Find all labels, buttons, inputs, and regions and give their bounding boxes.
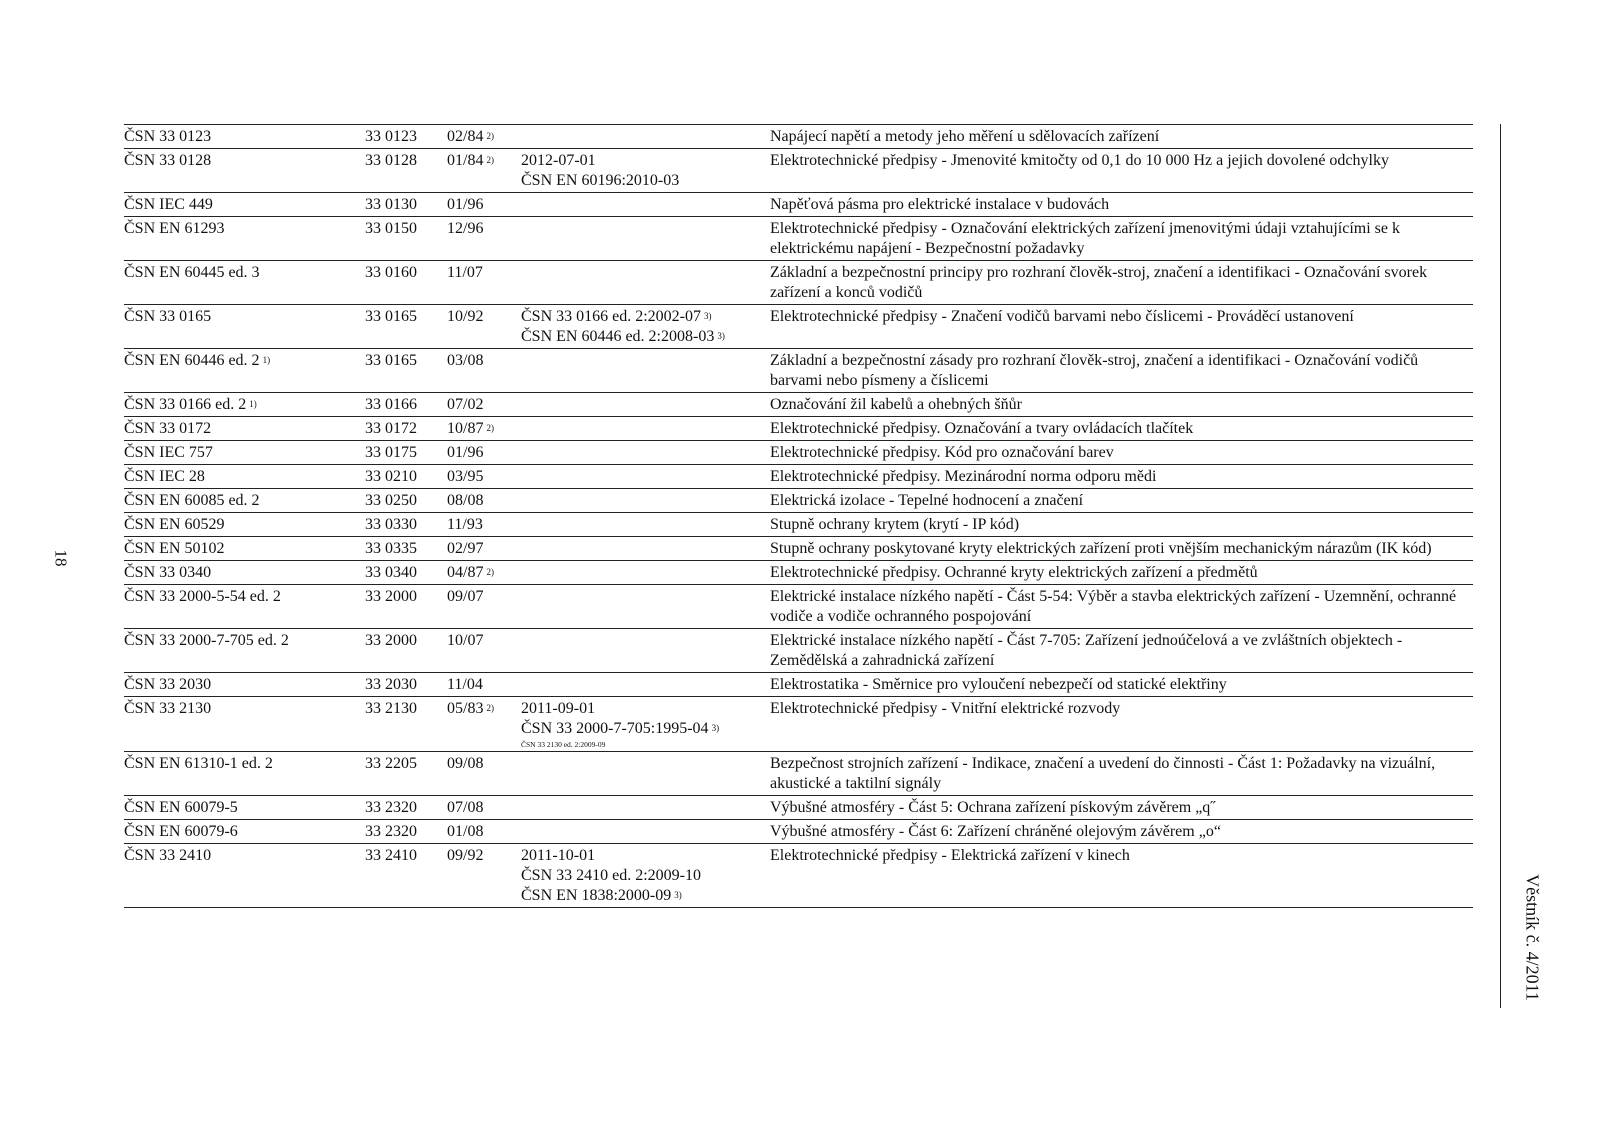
issue-date-cell bbox=[447, 697, 521, 751]
replacement-cell bbox=[521, 537, 770, 560]
title-cell: Elektrotechnické předpisy. Ochranné kryty elektrických zařízení a předmětů bbox=[770, 564, 1258, 581]
standard-designation-cell bbox=[124, 193, 365, 216]
footnote-mark: 3) bbox=[674, 890, 682, 900]
replacement-cell bbox=[521, 513, 770, 536]
replacement-line bbox=[521, 307, 770, 327]
standard-designation-cell bbox=[124, 752, 365, 795]
issue-date-cell bbox=[447, 465, 521, 488]
cell-text: ČSN EN 60529 bbox=[124, 516, 225, 533]
classification-cell: 33 2130 bbox=[365, 700, 417, 717]
title-cell: Výbušné atmosféry - Část 5: Ochrana zařízení pískovým závěrem „q˝ bbox=[770, 799, 1216, 816]
cell-text: 01/96 bbox=[447, 444, 484, 461]
title-cell: Elektrotechnické předpisy. Označování a tvary ovládacích tlačítek bbox=[770, 420, 1194, 437]
title-cell: Elektrotechnické předpisy - Vnitřní elektrické rozvody bbox=[770, 700, 1121, 717]
cell-text: 2011-09-01 bbox=[521, 700, 596, 717]
footnote-mark: 3) bbox=[704, 311, 712, 321]
cell-text: ČSN 33 0340 bbox=[124, 564, 212, 581]
cell-text: 09/07 bbox=[447, 588, 484, 605]
classification-cell: 33 2320 bbox=[365, 823, 417, 840]
replacement-cell bbox=[521, 149, 770, 192]
replacement-line bbox=[521, 886, 770, 906]
issue-date-cell bbox=[447, 193, 521, 216]
table-row bbox=[124, 844, 1473, 908]
replacement-line bbox=[521, 866, 770, 886]
cell-text: ČSN 33 0128 bbox=[124, 152, 212, 169]
table-row bbox=[124, 217, 1473, 261]
table-row bbox=[124, 393, 1473, 417]
table-row bbox=[124, 417, 1473, 441]
table-row bbox=[124, 513, 1473, 537]
table-row bbox=[124, 261, 1473, 305]
classification-cell: 33 0175 bbox=[365, 444, 417, 461]
cell-text: ČSN EN 60085 ed. 2 bbox=[124, 492, 260, 509]
footnote-mark: 2) bbox=[486, 567, 494, 577]
replacement-cell bbox=[521, 489, 770, 512]
title-cell: Elektrické instalace nízkého napětí - Část 5-54: Výběr a stavba elektrických zařízení - Uzemnění, ochranné vodiče a vodiče ochranného pospojování bbox=[770, 588, 1457, 625]
issue-date-cell bbox=[447, 796, 521, 819]
cell-text: 10/07 bbox=[447, 632, 484, 649]
replacement-cell bbox=[521, 796, 770, 819]
cell-text: 11/04 bbox=[447, 676, 483, 693]
issue-date-cell bbox=[447, 585, 521, 628]
table-row bbox=[124, 629, 1473, 673]
table-row bbox=[124, 465, 1473, 489]
table-row bbox=[124, 561, 1473, 585]
replacement-line bbox=[521, 846, 770, 866]
classification-cell: 33 0165 bbox=[365, 352, 417, 369]
title-cell: Elektrotechnické předpisy. Kód pro označování barev bbox=[770, 444, 1114, 461]
replacement-cell bbox=[521, 125, 770, 148]
title-cell: Elektrotechnické předpisy - Jmenovité kmitočty od 0,1 do 10 000 Hz a jejich dovolené odchylky bbox=[770, 152, 1389, 169]
replacement-cell bbox=[521, 441, 770, 464]
cell-text: 05/83 bbox=[447, 700, 484, 717]
cell-text: 02/97 bbox=[447, 540, 484, 557]
issue-date-cell bbox=[447, 441, 521, 464]
table-row bbox=[124, 537, 1473, 561]
table-row bbox=[124, 305, 1473, 349]
standard-designation-cell bbox=[124, 844, 365, 907]
page-number: 18 bbox=[51, 549, 71, 567]
cell-text: ČSN IEC 449 bbox=[124, 196, 213, 213]
standard-designation-cell bbox=[124, 261, 365, 304]
issue-date-cell bbox=[447, 149, 521, 192]
cell-text: ČSN 33 0123 bbox=[124, 128, 212, 145]
footnote-mark: 2) bbox=[486, 703, 494, 713]
cell-text: ČSN EN 60079-6 bbox=[124, 823, 238, 840]
cell-text: 10/92 bbox=[447, 308, 484, 325]
footnote-mark: 1) bbox=[249, 399, 257, 409]
issue-date-cell bbox=[447, 305, 521, 348]
standard-designation-cell bbox=[124, 561, 365, 584]
cell-text: ČSN 33 2030 bbox=[124, 676, 212, 693]
table-row bbox=[124, 585, 1473, 629]
cell-text: ČSN IEC 757 bbox=[124, 444, 213, 461]
replacement-cell bbox=[521, 844, 770, 907]
issue-date-cell bbox=[447, 217, 521, 260]
standard-designation-cell bbox=[124, 441, 365, 464]
cell-text: 07/08 bbox=[447, 799, 484, 816]
standard-designation-cell bbox=[124, 305, 365, 348]
classification-cell: 33 0165 bbox=[365, 308, 417, 325]
cell-text: ČSN 33 0166 ed. 2:2002-07 bbox=[521, 308, 701, 325]
title-cell: Výbušné atmosféry - Část 6: Zařízení chráněné olejovým závěrem „o“ bbox=[770, 823, 1221, 840]
issue-date-cell bbox=[447, 844, 521, 907]
replacement-cell bbox=[521, 673, 770, 696]
classification-cell: 33 0172 bbox=[365, 420, 417, 437]
standard-designation-cell bbox=[124, 537, 365, 560]
classification-cell: 33 0166 bbox=[365, 396, 417, 413]
issue-date-cell bbox=[447, 125, 521, 148]
standard-designation-cell bbox=[124, 393, 365, 416]
cell-text: 2011-10-01 bbox=[521, 847, 596, 864]
title-cell: Napěťová pásma pro elektrické instalace v budovách bbox=[770, 196, 1110, 213]
title-cell: Základní a bezpečnostní principy pro rozhraní člověk-stroj, značení a identifikaci - Označování svorek zařízení a konců vodičů bbox=[770, 264, 1428, 301]
replacement-cell bbox=[521, 465, 770, 488]
footnote-mark: 2) bbox=[486, 423, 494, 433]
issue-date-cell bbox=[447, 417, 521, 440]
classification-cell: 33 2320 bbox=[365, 799, 417, 816]
cell-text: 04/87 bbox=[447, 564, 484, 581]
cell-text: ČSN EN 60446 ed. 2 bbox=[124, 352, 260, 369]
cell-text: ČSN IEC 28 bbox=[124, 468, 205, 485]
cell-text: ČSN EN 60079-5 bbox=[124, 799, 238, 816]
standards-table bbox=[124, 124, 1473, 908]
replacement-cell bbox=[521, 629, 770, 672]
issue-date-cell bbox=[447, 673, 521, 696]
title-cell: Napájecí napětí a metody jeho měření u sdělovacích zařízení bbox=[770, 128, 1160, 145]
replacement-cell bbox=[521, 305, 770, 348]
replacement-cell bbox=[521, 417, 770, 440]
title-cell: Bezpečnost strojních zařízení - Indikace, značení a uvedení do činnosti - Část 1: Požadavky na vizuální, akustické a taktilní signály bbox=[770, 755, 1436, 792]
cell-text: ČSN 33 0166 ed. 2 bbox=[124, 396, 247, 413]
replacement-note: ČSN 33 2130 ed. 2:2009-09 bbox=[521, 740, 606, 749]
table-row bbox=[124, 489, 1473, 513]
table-row bbox=[124, 820, 1473, 844]
classification-cell: 33 2030 bbox=[365, 676, 417, 693]
replacement-line bbox=[521, 151, 770, 171]
cell-text: 09/92 bbox=[447, 847, 484, 864]
replacement-cell bbox=[521, 193, 770, 216]
cell-text: ČSN EN 50102 bbox=[124, 540, 225, 557]
classification-cell: 33 0335 bbox=[365, 540, 417, 557]
cell-text: 11/07 bbox=[447, 264, 483, 281]
cell-text: ČSN 33 2000-7-705:1995-04 bbox=[521, 720, 709, 737]
title-cell: Stupně ochrany poskytované kryty elektrických zařízení proti vnějším mechanickým nárazům (IK kód) bbox=[770, 540, 1432, 557]
cell-text: 01/08 bbox=[447, 823, 484, 840]
footnote-mark: 1) bbox=[262, 355, 271, 365]
cell-text: 03/95 bbox=[447, 468, 484, 485]
footnote-mark: 2) bbox=[486, 155, 494, 165]
cell-text: 03/08 bbox=[447, 352, 484, 369]
cell-text: ČSN 33 2410 bbox=[124, 847, 212, 864]
replacement-line bbox=[521, 171, 770, 191]
title-cell: Elektrická izolace - Tepelné hodnocení a značení bbox=[770, 492, 1084, 509]
standard-designation-cell bbox=[124, 585, 365, 628]
cell-text: ČSN EN 60196:2010-03 bbox=[521, 172, 680, 189]
cell-text: ČSN 33 2130 bbox=[124, 700, 212, 717]
title-cell: Elektrotechnické předpisy - Značení vodičů barvami nebo číslicemi - Prováděcí ustanovení bbox=[770, 308, 1354, 325]
classification-cell: 33 0250 bbox=[365, 492, 417, 509]
classification-cell: 33 0128 bbox=[365, 152, 417, 169]
standard-designation-cell bbox=[124, 796, 365, 819]
replacement-cell bbox=[521, 217, 770, 260]
issue-date-cell bbox=[447, 489, 521, 512]
classification-cell: 33 0123 bbox=[365, 128, 417, 145]
replacement-line bbox=[521, 699, 770, 719]
replacement-cell bbox=[521, 393, 770, 416]
standard-designation-cell bbox=[124, 125, 365, 148]
standard-designation-cell bbox=[124, 489, 365, 512]
cell-text: 12/96 bbox=[447, 220, 484, 237]
standard-designation-cell bbox=[124, 465, 365, 488]
issue-date-cell bbox=[447, 513, 521, 536]
cell-text: 11/93 bbox=[447, 516, 483, 533]
classification-cell: 33 2000 bbox=[365, 588, 417, 605]
cell-text: 2012-07-01 bbox=[521, 152, 596, 169]
classification-cell: 33 0330 bbox=[365, 516, 417, 533]
standard-designation-cell bbox=[124, 629, 365, 672]
classification-cell: 33 0150 bbox=[365, 220, 417, 237]
cell-text: 01/96 bbox=[447, 196, 484, 213]
title-cell: Elektrotechnické předpisy. Mezinárodní norma odporu mědi bbox=[770, 468, 1157, 485]
replacement-cell bbox=[521, 820, 770, 843]
table-row bbox=[124, 193, 1473, 217]
cell-text: ČSN 33 2000-5-54 ed. 2 bbox=[124, 588, 281, 605]
replacement-cell bbox=[521, 261, 770, 304]
cell-text: ČSN EN 1838:2000-09 bbox=[521, 887, 672, 904]
issue-date-cell bbox=[447, 752, 521, 795]
replacement-cell bbox=[521, 561, 770, 584]
cell-text: 07/02 bbox=[447, 396, 484, 413]
cell-text: ČSN 33 0172 bbox=[124, 420, 212, 437]
classification-cell: 33 2000 bbox=[365, 632, 417, 649]
cell-text: 02/84 bbox=[447, 128, 484, 145]
cell-text: ČSN EN 60446 ed. 2:2008-03 bbox=[521, 328, 715, 345]
table-row bbox=[124, 125, 1473, 149]
classification-cell: 33 0160 bbox=[365, 264, 417, 281]
cell-text: 09/08 bbox=[447, 755, 484, 772]
issue-date-cell bbox=[447, 393, 521, 416]
title-cell: Stupně ochrany krytem (krytí - IP kód) bbox=[770, 516, 1020, 533]
table-row bbox=[124, 441, 1473, 465]
cell-text: ČSN EN 61293 bbox=[124, 220, 225, 237]
cell-text: ČSN EN 60445 ed. 3 bbox=[124, 264, 260, 281]
standard-designation-cell bbox=[124, 697, 365, 751]
table-row bbox=[124, 149, 1473, 193]
cell-text: 01/84 bbox=[447, 152, 484, 169]
footnote-mark: 3) bbox=[717, 331, 725, 341]
replacement-line bbox=[521, 719, 770, 739]
title-cell: Elektrostatika - Směrnice pro vyloučení nebezpečí od statické elektřiny bbox=[770, 676, 1227, 693]
classification-cell: 33 0340 bbox=[365, 564, 417, 581]
issue-date-cell bbox=[447, 261, 521, 304]
cell-text: 10/87 bbox=[447, 420, 484, 437]
title-cell: Elektrotechnické předpisy - Elektrická zařízení v kinech bbox=[770, 847, 1130, 864]
cell-text: 08/08 bbox=[447, 492, 484, 509]
table-row bbox=[124, 349, 1473, 393]
replacement-cell bbox=[521, 752, 770, 795]
replacement-cell bbox=[521, 585, 770, 628]
title-cell: Označování žil kabelů a ohebných šňůr bbox=[770, 396, 1022, 413]
cell-text: ČSN 33 2410 ed. 2:2009-10 bbox=[521, 867, 701, 884]
table-row bbox=[124, 796, 1473, 820]
table-row bbox=[124, 752, 1473, 796]
issue-date-cell bbox=[447, 561, 521, 584]
footnote-mark: 3) bbox=[711, 723, 720, 733]
classification-cell: 33 2205 bbox=[365, 755, 417, 772]
title-cell: Základní a bezpečnostní zásady pro rozhraní člověk-stroj, značení a identifikaci - Označování vodičů barvami nebo písmeny a číslicemi bbox=[770, 352, 1419, 389]
standard-designation-cell bbox=[124, 417, 365, 440]
replacement-cell bbox=[521, 349, 770, 392]
standard-designation-cell bbox=[124, 349, 365, 392]
issue-date-cell bbox=[447, 629, 521, 672]
standard-designation-cell bbox=[124, 673, 365, 696]
title-cell: Elektrické instalace nízkého napětí - Část 7-705: Zařízení jednoúčelová a ve zvláštních objektech - Zemědělská a zahradnická zařízení bbox=[770, 632, 1403, 669]
cell-text: ČSN 33 0165 bbox=[124, 308, 212, 325]
classification-cell: 33 0130 bbox=[365, 196, 417, 213]
issue-date-cell bbox=[447, 349, 521, 392]
bulletin-title: Věstník č. 4/2011 bbox=[1522, 874, 1543, 1001]
table-row bbox=[124, 673, 1473, 697]
standard-designation-cell bbox=[124, 217, 365, 260]
classification-cell: 33 2410 bbox=[365, 847, 417, 864]
replacement-cell bbox=[521, 697, 770, 751]
cell-text: ČSN 33 2000-7-705 ed. 2 bbox=[124, 632, 289, 649]
standard-designation-cell bbox=[124, 513, 365, 536]
footnote-mark: 2) bbox=[486, 131, 494, 141]
classification-cell: 33 0210 bbox=[365, 468, 417, 485]
issue-date-cell bbox=[447, 537, 521, 560]
standard-designation-cell bbox=[124, 149, 365, 192]
cell-text: ČSN EN 61310-1 ed. 2 bbox=[124, 755, 273, 772]
title-cell: Elektrotechnické předpisy - Označování elektrických zařízení jmenovitými údaji vztahujícími se k elektrickému napájení - Bezpečnostní požadavky bbox=[770, 220, 1400, 257]
standard-designation-cell bbox=[124, 820, 365, 843]
table-row bbox=[124, 697, 1473, 752]
issue-date-cell bbox=[447, 820, 521, 843]
replacement-line bbox=[521, 327, 770, 347]
side-rule bbox=[1500, 124, 1501, 1008]
